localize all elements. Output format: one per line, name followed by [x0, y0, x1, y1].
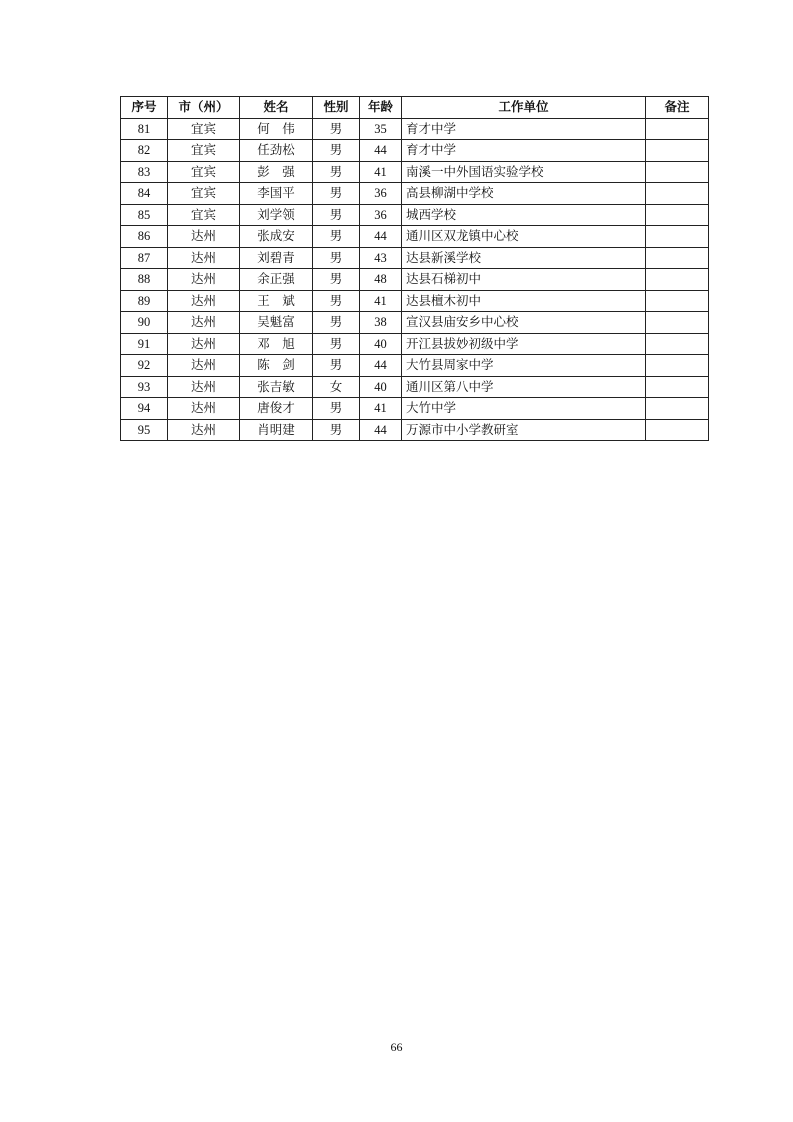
- cell-name: 任劲松: [240, 140, 313, 162]
- cell-work-unit: 万源市中小学教研室: [402, 419, 646, 441]
- cell-work-unit: 育才中学: [402, 118, 646, 140]
- cell-age: 44: [360, 140, 402, 162]
- cell-remarks: [646, 140, 709, 162]
- table-row: [121, 140, 709, 162]
- cell-name: 邓 旭: [240, 333, 313, 355]
- cell-work-unit: 通川区第八中学: [402, 376, 646, 398]
- cell-name: 刘学领: [240, 204, 313, 226]
- cell-remarks: [646, 376, 709, 398]
- cell-age: 43: [360, 247, 402, 269]
- cell-gender: 男: [313, 398, 360, 420]
- cell-number: 81: [121, 118, 168, 140]
- cell-remarks: [646, 204, 709, 226]
- cell-age: 35: [360, 118, 402, 140]
- cell-number: 89: [121, 290, 168, 312]
- table-row: [121, 333, 709, 355]
- cell-name: 刘碧青: [240, 247, 313, 269]
- cell-age: 41: [360, 290, 402, 312]
- cell-city: 宜宾: [168, 204, 240, 226]
- cell-city: 宜宾: [168, 140, 240, 162]
- cell-work-unit: 大竹县周家中学: [402, 355, 646, 377]
- cell-remarks: [646, 290, 709, 312]
- cell-city: 达州: [168, 355, 240, 377]
- cell-gender: 女: [313, 376, 360, 398]
- table-row: [121, 226, 709, 248]
- cell-gender: 男: [313, 419, 360, 441]
- header-name: 姓名: [240, 97, 313, 119]
- cell-work-unit: 达县新溪学校: [402, 247, 646, 269]
- cell-gender: 男: [313, 161, 360, 183]
- cell-age: 41: [360, 398, 402, 420]
- cell-remarks: [646, 269, 709, 291]
- table-row: [121, 419, 709, 441]
- cell-gender: 男: [313, 118, 360, 140]
- cell-name: 张成安: [240, 226, 313, 248]
- cell-city: 宜宾: [168, 183, 240, 205]
- cell-remarks: [646, 247, 709, 269]
- cell-number: 82: [121, 140, 168, 162]
- cell-age: 41: [360, 161, 402, 183]
- cell-name: 何 伟: [240, 118, 313, 140]
- cell-name: 王 斌: [240, 290, 313, 312]
- cell-number: 87: [121, 247, 168, 269]
- cell-remarks: [646, 312, 709, 334]
- cell-age: 36: [360, 183, 402, 205]
- cell-gender: 男: [313, 290, 360, 312]
- table-row: [121, 312, 709, 334]
- cell-name: 余正强: [240, 269, 313, 291]
- table-row: [121, 247, 709, 269]
- cell-city: 宜宾: [168, 161, 240, 183]
- page-number: 66: [390, 1040, 403, 1054]
- cell-city: 达州: [168, 312, 240, 334]
- cell-age: 44: [360, 419, 402, 441]
- table-row: [121, 161, 709, 183]
- cell-remarks: [646, 419, 709, 441]
- header-work-unit: 工作单位: [402, 97, 646, 119]
- table-row: [121, 355, 709, 377]
- table-row: [121, 290, 709, 312]
- cell-number: 93: [121, 376, 168, 398]
- cell-name: 肖明建: [240, 419, 313, 441]
- header-age: 年龄: [360, 97, 402, 119]
- cell-remarks: [646, 161, 709, 183]
- cell-gender: 男: [313, 333, 360, 355]
- cell-gender: 男: [313, 204, 360, 226]
- table-row: [121, 183, 709, 205]
- cell-remarks: [646, 183, 709, 205]
- cell-name: 彭 强: [240, 161, 313, 183]
- cell-work-unit: 宣汉县庙安乡中心校: [402, 312, 646, 334]
- cell-age: 40: [360, 376, 402, 398]
- cell-number: 88: [121, 269, 168, 291]
- cell-city: 达州: [168, 269, 240, 291]
- table-body: [121, 118, 709, 441]
- teacher-roster-table: [120, 96, 709, 441]
- cell-work-unit: 开江县拔妙初级中学: [402, 333, 646, 355]
- cell-age: 44: [360, 355, 402, 377]
- cell-name: 李国平: [240, 183, 313, 205]
- cell-remarks: [646, 226, 709, 248]
- cell-gender: 男: [313, 269, 360, 291]
- cell-work-unit: 达县檀木初中: [402, 290, 646, 312]
- cell-city: 宜宾: [168, 118, 240, 140]
- cell-age: 38: [360, 312, 402, 334]
- cell-gender: 男: [313, 247, 360, 269]
- cell-remarks: [646, 355, 709, 377]
- cell-number: 94: [121, 398, 168, 420]
- header-city: 市（州）: [168, 97, 240, 119]
- cell-name: 陈 剑: [240, 355, 313, 377]
- cell-work-unit: 大竹中学: [402, 398, 646, 420]
- cell-age: 44: [360, 226, 402, 248]
- table-row: [121, 376, 709, 398]
- cell-number: 86: [121, 226, 168, 248]
- cell-gender: 男: [313, 312, 360, 334]
- cell-number: 84: [121, 183, 168, 205]
- cell-age: 48: [360, 269, 402, 291]
- cell-gender: 男: [313, 140, 360, 162]
- cell-age: 40: [360, 333, 402, 355]
- cell-number: 91: [121, 333, 168, 355]
- table-row: [121, 269, 709, 291]
- header-gender: 性别: [313, 97, 360, 119]
- cell-age: 36: [360, 204, 402, 226]
- cell-work-unit: 达县石梯初中: [402, 269, 646, 291]
- table-row: [121, 204, 709, 226]
- cell-work-unit: 通川区双龙镇中心校: [402, 226, 646, 248]
- cell-city: 达州: [168, 333, 240, 355]
- cell-city: 达州: [168, 247, 240, 269]
- cell-number: 95: [121, 419, 168, 441]
- cell-number: 92: [121, 355, 168, 377]
- cell-gender: 男: [313, 183, 360, 205]
- cell-work-unit: 育才中学: [402, 140, 646, 162]
- cell-city: 达州: [168, 419, 240, 441]
- cell-name: 唐俊才: [240, 398, 313, 420]
- cell-city: 达州: [168, 226, 240, 248]
- cell-city: 达州: [168, 290, 240, 312]
- cell-city: 达州: [168, 376, 240, 398]
- table-row: [121, 118, 709, 140]
- table-row: [121, 398, 709, 420]
- cell-work-unit: 高县柳湖中学校: [402, 183, 646, 205]
- header-number: 序号: [121, 97, 168, 119]
- cell-city: 达州: [168, 398, 240, 420]
- cell-remarks: [646, 118, 709, 140]
- cell-work-unit: 南溪一中外国语实验学校: [402, 161, 646, 183]
- cell-gender: 男: [313, 355, 360, 377]
- header-remarks: 备注: [646, 97, 709, 119]
- cell-name: 吴魁富: [240, 312, 313, 334]
- cell-gender: 男: [313, 226, 360, 248]
- table-header-row: [121, 97, 709, 119]
- cell-remarks: [646, 398, 709, 420]
- cell-remarks: [646, 333, 709, 355]
- cell-number: 83: [121, 161, 168, 183]
- cell-name: 张吉敏: [240, 376, 313, 398]
- cell-work-unit: 城西学校: [402, 204, 646, 226]
- cell-number: 85: [121, 204, 168, 226]
- cell-number: 90: [121, 312, 168, 334]
